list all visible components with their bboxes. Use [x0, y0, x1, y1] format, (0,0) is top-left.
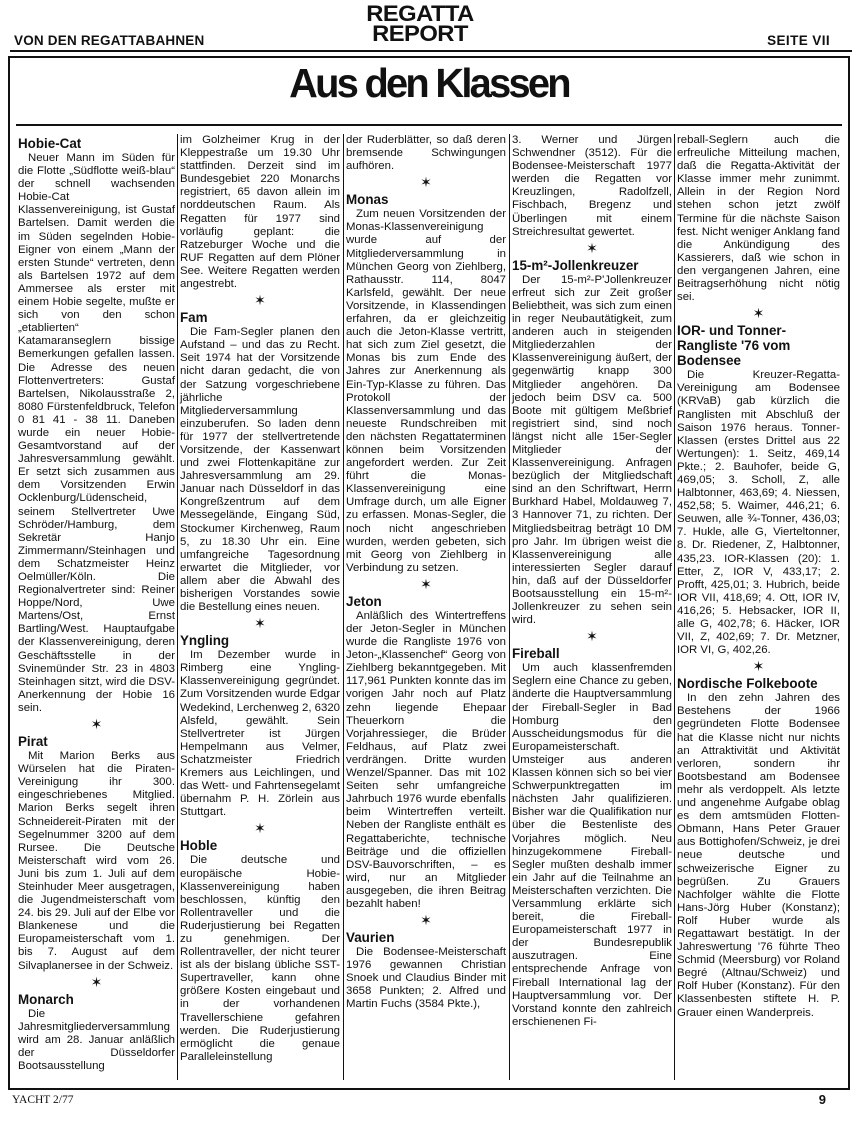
star-separator-icon: ✶	[420, 174, 432, 191]
issue-label: YACHT 2/77	[12, 1094, 74, 1106]
class-heading: Hobie-Cat	[18, 136, 82, 151]
article-paragraph: im Golzheimer Krug in der Kleppestraße um 19.30 Uhr stattfinden. Derzeit sind im Bundesgebiet 220 Monarchs registriert, 65 davon allein im norddeutschen Raum. Als Regatten für 1977 sind vorläufig geplant: die Ratzeburger Woche und die RUF Regatten auf dem Plöner See. Weitere Regatten werden angestrebt.	[180, 134, 340, 291]
title-divider	[16, 124, 842, 126]
article-title: Aus den Klassen	[289, 60, 569, 106]
masthead-logo	[339, 1, 501, 46]
article-paragraph: In den zehn Jahren des Bestehens der 1966 gegründeten Flotte Bodensee hat die Klasse nicht nur nichts an Attraktivität und Aktivität verloren, sondern ihr Bootsbestand am Bodensee mehr als verdoppelt. Als letzte und angenehme Aufgabe oblag es dem amtsmüden Flotten-Obmann, Hans Peter Grauer aus Bottighofen/Schweiz, je drei neue deutsche und schweizerische Eigner zu begrüßen. Zu Grauers Nachfolger wählte die Flotte Hans-Jörg Huber (Konstanz); Rolf Huber wurde als Regattawart bestätigt. In der Jahreswertung '76 führte Theo Schmid (Meersburg) vor Roland Begré (Altnau/Schweiz) und Rolf Huber (Konstanz). Für den Klassenbesten stiftete H. P. Grauer einen Wanderpreis.	[677, 692, 840, 1019]
article-paragraph: der Ruderblätter, so daß deren bremsende Schwingungen aufhören.	[346, 134, 506, 173]
masthead-line-2: REPORT	[372, 21, 468, 46]
article-paragraph: Der 15-m²-P'Jollenkreuzer erfreut sich zur Zeit großer Beliebtheit, was sich zum einen in reger Neubautätigkeit, zum anderen auch in steigenden Mitgliederzahlen der Klassenvereinigung äußert, der gegenwärtig knapp 300 Mitglieder angehören. Da jedoch beim DSV ca. 500 Boote mit gültigem Meßbrief registriert sind, sind noch längst nicht alle 15er-Segler Mitglieder der Klassenvereinigung. Anfragen bezüglich der Mitgliedschaft sind an den Schriftwart, Herrn Burkhard Habel, Moldauweg 7, 3 Hannover 71, zu richten. Der Mitgliedsbeitrag beträgt 10 DM pro Jahr. Im übrigen weist die Klassenvereinigung alle interessierten Segler darauf hin, daß auf der Düsseldorfer Bootsausstellung ein 15-m²-Jollenkreuzer zu sehen sein wird.	[512, 273, 672, 627]
header-rule	[10, 50, 852, 52]
star-separator-icon: ✶	[586, 239, 598, 256]
article-paragraph: Anläßlich des Wintertreffens der Jeton-Segler in München wurde die Rangliste 1976 von Jeton-„Klassenchef“ Georg von Ziehlberg bekanntgegeben. Mit 117,961 Punkten konnte das im vorigen Jahr noch auf Platz zehn liegende Ehepaar Theuerkorn die Vorjahressieger, die Brüder Feldhaus, auf Platz zwei verdrängen. Dritte wurden Wenzel/Spanner. Das mit 102 Seiten sehr umfangreiche Jahrbuch 1976 wurde ebenfalls beim Wintertreffen verteilt. Neben der Rangliste enthält es Regattaberichte, technische Beiträge und die offiziellen DSV-Bauvorschriften, – es wird, nur an Mitglieder ausgegeben, die ihren Beitrag bezahlt haben!	[346, 609, 506, 910]
article-paragraph: Neuer Mann im Süden für die Flotte „Südflotte weiß-blau“ der schnell wachsenden Hobie-Cat Klassenvereinigung, ist Gustaf Bartelsen. Damit werden die im Süden segelnden Hobie-Eigner von einem „Mann der ersten Stunde“ vertreten, denn als Bartelsen 1972 auf dem Ammersee als erster mit einem Hobie segelte, mußte er sich von den schon „etablierten“ Katamaranseglern bissige Bemerkungen gefallen lassen. Die Adresse des neuen Flottenvertreters: Gustaf Bartelsen, Nikolausstraße 2, 8080 Fürstenfeldbruck, Telefon 0 81 41 - 38 11. Daneben wurde ein neuer Hobie-Gesamtvorstand auf der Jahresversammlung gewählt. Er setzt sich zusammen aus dem Vorsitzenden Erwin Ocklenburg/Lüdenscheid, seinem Stellvertreter Uwe Schröder/Hamburg, dem Sekretär Hanjo Zimmermann/Steinhagen und dem Schatzmeister Heinz Oelmüller/Köln. Die Regionalvertreter sind: Reiner Hoppe/Nord, Uwe Martens/Ost, Ernst Bartling/West. Hauptaufgabe der Klassenvereinigung, deren Geschäftsstelle in der Svinemünder Str. 23 in 4803 Steinhagen sitzt, wird die DSV-Anerkennung der Hobie 16 sein.	[18, 152, 175, 714]
class-heading: Fireball	[512, 646, 560, 662]
article-paragraph: Im Dezember wurde in Rimberg eine Yngling-Klassenvereinigung gegründet. Zum Vorsitzenden wurde Edgar Wedekind, Lerchenweg 2, 6320 Alsfeld, gewählt. Sein Stellvertreter ist Jürgen Hempelmann aus Velmer, Schatzmeister Friedrich Kremers aus Leichlingen, und das Wett- und Fahrtensegelamt übernahm P. H. Zörlein aus Stuttgart.	[180, 649, 341, 819]
column-divider	[177, 134, 178, 1080]
article-paragraph: Um auch klassenfremden Seglern eine Chance zu geben, änderte die Hauptversammlung der Fireball-Segler in Bad Homburg den Ausscheidungsmodus für die Europameisterschaft. Umsteiger aus anderen Klassen können sich so bei vier Schwerpunktregatten im nächsten Jahr qualifizieren. Bisher war die Qualifikation nur über die Bestenliste des Vorjahres möglich. Neu hinzugekommene Fireball-Segler mußten deshalb immer ein Jahr auf die Teilnahme an Meisterschaften verzichten. Die Versammlung erklärte sich bereit, die Fireball-Europameisterschaft 1977 in der Bundesrepublik auszutragen. Eine entsprechende Anfrage von Fireball International lag der Hauptversammlung vor. Der Vorstand konnte den zahlreich erschienenen Fi-	[512, 662, 672, 1028]
class-heading: Pirat	[18, 734, 48, 750]
class-heading: IOR- und Tonner-Rangliste '76 vom Bodensee	[677, 323, 791, 369]
column-divider	[509, 134, 510, 1080]
star-separator-icon: ✶	[752, 658, 765, 675]
class-heading: Fam	[180, 310, 208, 326]
article-paragraph: Die deutsche und europäische Hobie-Klassenvereinigung haben beschlossen, künftig den Rollentraveller und die Ruderjustierung bei Regatten zu genehmigen. Der Rollentraveller, der nicht teurer ist als der bislang übliche SST-Supertraveller, kann ohne größere Kosten eingebaut und in der vorhandenen Travellerschiene gefahren werden. Die Ruderjustierung ermöglicht die genaue Paralleleinstellung	[180, 854, 340, 1063]
star-separator-icon: ✶	[586, 628, 598, 645]
article-paragraph: Die Bodensee-Meisterschaft 1976 gewannen Christian Snoek und Claudius Binder mit 3658 Punkten; 2. Alfred und Martin Fuchs (3584 Pkte.),	[346, 946, 506, 1011]
article-paragraph: reball-Seglern auch die erfreuliche Mitteilung machen, daß die Regatta-Aktivität der Klasse immer mehr zunimmt. Allein in der Region Nord stehen schon jetzt zwölf Termine für die nächste Saison fest. Nicht weniger Anklang fand die Ankündigung des Kassierers, daß wie schon in den vergangenen Jahren, eine Beitragserhöhung nicht nötig sei.	[677, 134, 840, 304]
star-separator-icon: ✶	[254, 615, 266, 632]
star-separator-icon: ✶	[254, 820, 266, 837]
star-separator-icon: ✶	[752, 305, 765, 322]
class-heading: 15-m²-Jollenkreuzer	[512, 257, 639, 273]
article-box	[8, 56, 850, 1090]
class-heading: Jeton	[346, 593, 382, 609]
article-paragraph: Die Jahresmitgliederversammlung wird am 28. Januar anläßlich der Düsseldorfer Bootsausstellung	[18, 1007, 175, 1072]
article-paragraph: Zum neuen Vorsitzenden der Monas-Klassenvereinigung wurde auf der Mitgliederversammlung in München Georg von Ziehlberg, Rathausstr. 114, 8047 Karlsfeld, gewählt. Der neue Vorsitzende, in Klassendingen erfahren, da er gleichzeitig auch die Jeton-Klasse vertritt, hat sich zum Ziel gesetzt, die Monas bis zum Ende des Jahres zur Anerkennung als Ein-Typ-Klasse zu führen. Das Protokoll der Klassenversammlung und das neueste Rundschreiben mit den nächsten Regattaterminen können beim Vorsitzenden angefordert werden. Zur Zeit führt die Monas-Klassenvereinigung eine Umfrage durch, um alle Eigner zu erfassen. Monas-Segler, die noch nicht angeschrieben wurden, werden gebeten, sich mit Georg von Ziehlberg in Verbindung zu setzen.	[346, 208, 506, 574]
column-3	[346, 134, 506, 1012]
class-heading: Nordische Folkeboote	[677, 676, 818, 692]
column-4	[512, 134, 672, 1029]
page-number: 9	[818, 1092, 826, 1107]
article-paragraph: Die Kreuzer-Regatta-Vereinigung am Bodensee (KRVaB) gab kürzlich die Ranglisten mit Abschluß der Saison 1976 heraus. Tonner-Klassen (erstes Drittel aus 22 Wertungen): 1. Seitz, 469,14 Pkte.; 2. Bauhofer, beide G, 469,05; 3. Scholl, Z, alle Halbtonner, 463,69; 4. Niessen, 452,58; 5. Waimer, 446,21; 6. Seuwen, alle ¾-Tonner, 436,03; 7. Hukle, alle G, Vierteltonner, 8. Dr. Riedener, Z, Halbtonner, 435,23. IOR-Klassen (20): 1. Etter, Z, IOR V, 433,17; 2. Profft, 425,01; 3. Hubrich, beide IOR VII, 418,69; 4. Ott, IOR IV, 416,26; 5. Hebsacker, IOR II, alle G, 402,78; 6. Häcker, IOR VII, Z, 402,69; 7. Dr. Metzner, IOR VI, G, 402,26.	[677, 369, 840, 657]
article-paragraph: Die Fam-Segler planen den Aufstand – und das zu Recht. Seit 1974 hat der Vorsitzende nicht daran gedacht, die von der Satzung vorgeschriebene jährliche Mitgliederversammlung einzuberufen. So laden denn für 1977 der stellvertretende Vorsitzende, der Kassenwart und zwei Flottenkapitäne zur Jahresversammlung am 29. Januar nach Düsseldorf in das Kongreßzentrum auf dem Messegelände, Eingang Süd, Stockumer Kirchenweg, Raum 5, zu 18.30 Uhr ein. Eine umfangreiche Tagesordnung erwartet die Mitglieder, vor allem aber die Abwahl des bisherigen Vorstandes sowie die Bestellung eines neuen.	[180, 326, 340, 614]
masthead-line-1: REGATTA	[366, 1, 474, 26]
class-heading: Monas	[346, 192, 389, 208]
star-separator-icon: ✶	[254, 292, 266, 309]
class-heading: Vaurien	[346, 930, 395, 946]
page-label: SEITE VII	[767, 33, 830, 48]
class-heading: Hoble	[180, 838, 218, 854]
column-2	[180, 134, 340, 1064]
column-divider	[343, 134, 344, 1080]
class-heading: Monarch	[18, 991, 74, 1007]
article-paragraph: Mit Marion Berks aus Würselen hat die Piraten-Vereinigung ihr 300. eingeschriebenes Mitglied. Marion Berks segelt ihren Schneidereit-Piraten mit der Segelnummer 3200 auf dem Rursee. Die Deutsche Meisterschaft wird vom 26. Juni bis zum 1. Juli auf dem Steinhuder Meer ausgetragen, die Jugendmeisterschaft vom 24. bis 29. Juli auf der Elbe vor Blankenese und die Europameisterschaft vom 1. bis 7. August auf dem Silvaplanersee in der Schweiz.	[18, 750, 175, 972]
star-separator-icon: ✶	[90, 973, 103, 990]
section-header: VON DEN REGATTABAHNEN	[14, 33, 205, 48]
column-divider	[674, 134, 675, 1080]
star-separator-icon: ✶	[90, 716, 103, 733]
article-paragraph: 3. Werner und Jürgen Schwendner (3512). Für die Bodensee-Meisterschaft 1977 werden die Regatten vor Kreuzlingen, Radolfzell, Fischbach, Bregenz und Überlingen mit einem Streichresultat gewertet.	[512, 134, 672, 238]
class-heading: Yngling	[180, 633, 230, 649]
star-separator-icon: ✶	[420, 575, 432, 592]
column-1	[18, 134, 175, 1073]
star-separator-icon: ✶	[420, 912, 432, 929]
column-5	[677, 134, 840, 1020]
